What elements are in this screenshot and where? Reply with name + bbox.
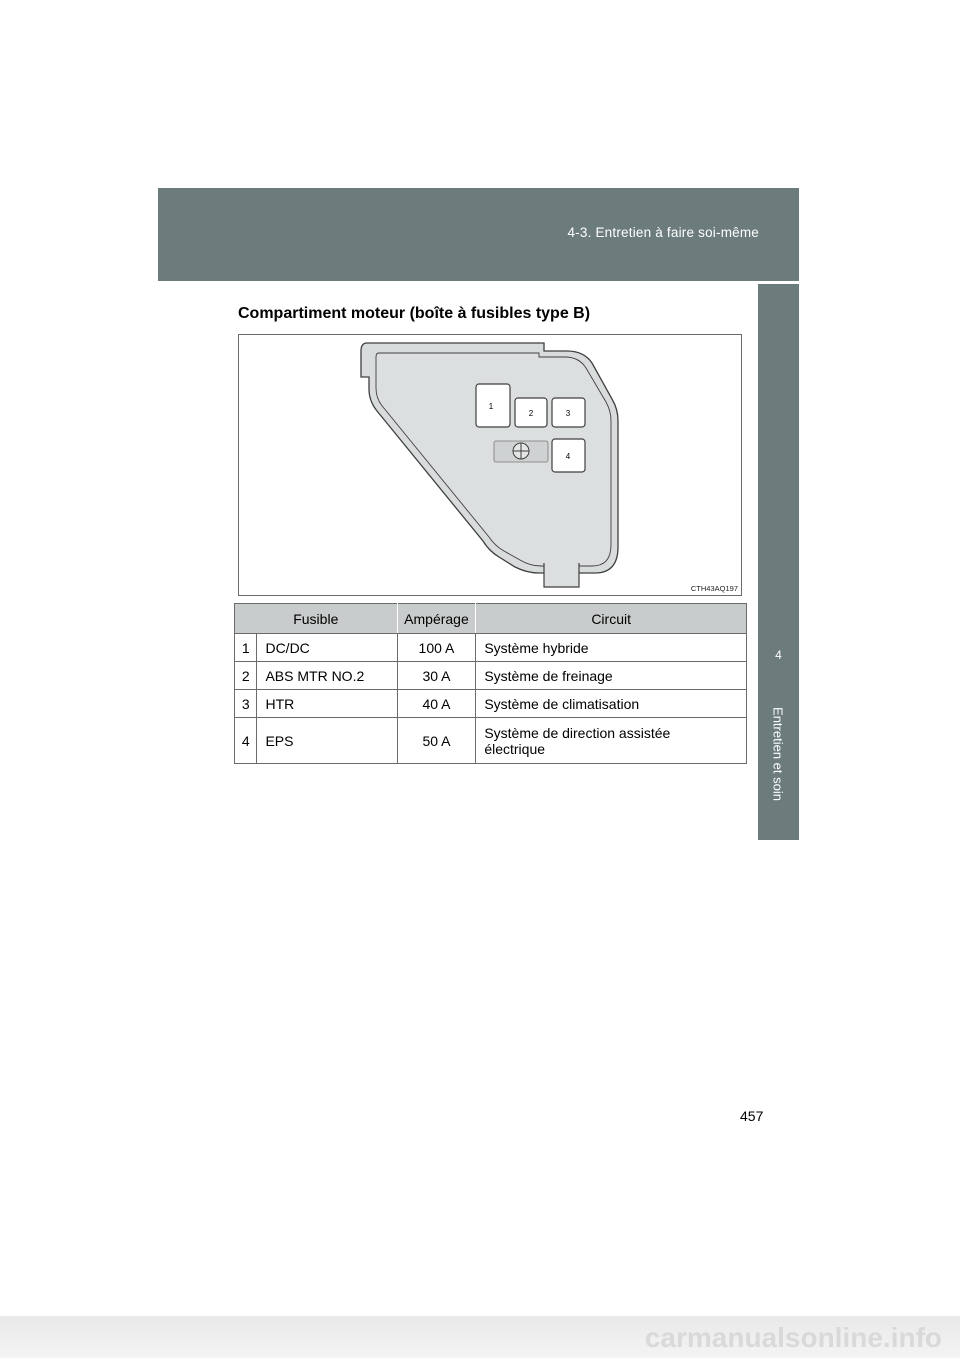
fuse-1[interactable] — [476, 384, 510, 427]
fuse-amperage: 40 A — [397, 690, 476, 718]
fuse-amperage: 100 A — [397, 634, 476, 662]
cover-screw-slot — [494, 441, 548, 462]
fuse-circuit: Système hybride — [476, 634, 747, 662]
chapter-title: Entretien et soin — [770, 707, 786, 801]
fuse-amperage: 30 A — [397, 662, 476, 690]
table-row — [235, 634, 747, 662]
fuse-4-label: 4 — [565, 452, 571, 461]
fuse-number: 3 — [235, 690, 257, 718]
fuse-name: ABS MTR NO.2 — [257, 662, 397, 690]
header-fusible: Fusible — [235, 604, 398, 634]
fuse-box-diagram — [239, 335, 741, 595]
fuse-number: 2 — [235, 662, 257, 690]
fuse-3[interactable] — [552, 398, 585, 427]
fuse-amperage: 50 A — [397, 718, 476, 764]
fuse-number: 1 — [235, 634, 257, 662]
fuse-name: DC/DC — [257, 634, 397, 662]
figure-code: CTH43AQ197 — [690, 584, 738, 593]
table-row — [235, 690, 747, 718]
section-breadcrumb: 4-3. Entretien à faire soi-même — [567, 225, 759, 240]
fuse-number: 4 — [235, 718, 257, 764]
fuse-table — [234, 603, 747, 764]
fuse-circuit — [476, 718, 747, 764]
fuse-circuit: Système de freinage — [476, 662, 747, 690]
table-header-row — [235, 604, 747, 634]
fuse-2[interactable] — [515, 398, 547, 427]
fuse-3-label: 3 — [565, 409, 571, 418]
fuse-2-label: 2 — [528, 409, 534, 418]
fuse-box-figure — [238, 334, 742, 596]
chapter-number: 4 — [775, 648, 782, 662]
fuse-name: EPS — [257, 718, 397, 764]
table-row — [235, 662, 747, 690]
header-circuit: Circuit — [476, 604, 747, 634]
chapter-side-tab[interactable] — [758, 284, 799, 840]
page-number: 457 — [740, 1108, 764, 1124]
fuse-name: HTR — [257, 690, 397, 718]
section-title: Compartiment moteur (boîte à fusibles type B) — [238, 305, 591, 322]
header-amperage: Ampérage — [397, 604, 476, 634]
fuse-circuit-line-2: électrique — [484, 740, 546, 757]
fuse-circuit-line-1: Système de direction assistée — [484, 724, 671, 741]
watermark-band — [0, 1316, 960, 1358]
fuse-4[interactable] — [552, 439, 585, 472]
fuse-circuit: Système de climatisation — [476, 690, 747, 718]
header-band — [158, 188, 799, 281]
table-row — [235, 718, 747, 764]
watermark-text[interactable]: carmanualsonline.info — [644, 1322, 942, 1353]
fuse-1-label: 1 — [488, 402, 494, 411]
